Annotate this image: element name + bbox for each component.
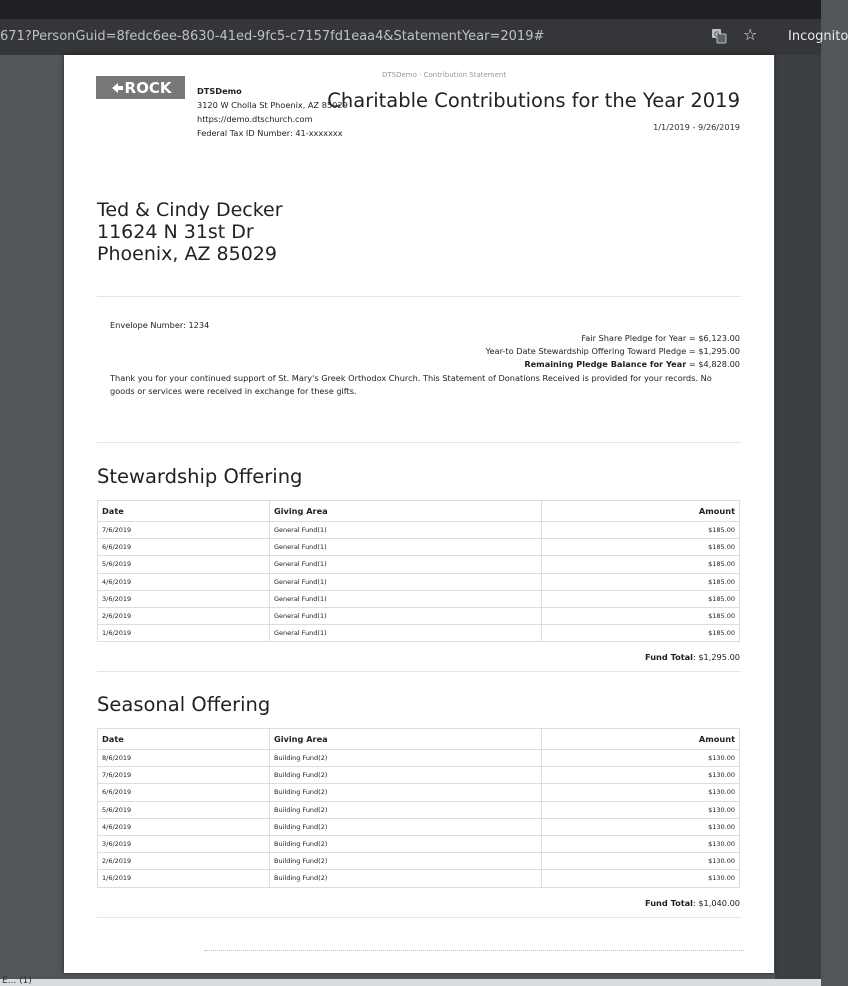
column-header-giving-area: Giving Area bbox=[270, 729, 542, 750]
cell-giving-area: Building Fund(2) bbox=[270, 801, 542, 818]
ytd-pledge: Year-to Date Stewardship Offering Toward Pledge = $1,295.00 bbox=[485, 346, 740, 356]
cell-amount: $130.00 bbox=[542, 750, 740, 767]
download-bar-text: E... (1) bbox=[2, 976, 32, 986]
divider bbox=[97, 917, 741, 918]
cell-amount: $130.00 bbox=[542, 784, 740, 801]
org-tax-id: Federal Tax ID Number: 41-xxxxxxx bbox=[197, 128, 343, 138]
svg-text:G: G bbox=[714, 30, 720, 39]
browser-tab-strip bbox=[0, 0, 821, 19]
table-row bbox=[98, 853, 740, 870]
rock-logo bbox=[96, 76, 185, 99]
envelope-number: Envelope Number: 1234 bbox=[110, 320, 210, 330]
remaining-pledge-value: = $4,828.00 bbox=[686, 359, 740, 369]
cell-giving-area: General Fund(1) bbox=[270, 573, 542, 590]
cell-date: 2/6/2019 bbox=[98, 607, 270, 624]
column-header-giving-area: Giving Area bbox=[270, 501, 542, 522]
cell-amount: $185.00 bbox=[542, 607, 740, 624]
cell-date: 7/6/2019 bbox=[98, 522, 270, 539]
cell-amount: $130.00 bbox=[542, 870, 740, 887]
pledge-summary bbox=[486, 332, 740, 371]
thank-you-note: Thank you for your continued support of St. Mary's Greek Orthodox Church. This Statement of Donations Received is provided for your records. No goods or services were received in exchange for these gifts. bbox=[110, 373, 712, 396]
translate-icon[interactable] bbox=[711, 28, 727, 44]
fund-title: Stewardship Offering bbox=[97, 465, 303, 488]
table-row bbox=[98, 818, 740, 835]
fund-total-label: Fund Total bbox=[645, 652, 693, 662]
cell-date: 5/6/2019 bbox=[98, 556, 270, 573]
cell-giving-area: General Fund(1) bbox=[270, 607, 542, 624]
table-header-row bbox=[98, 501, 740, 522]
logo-text: ROCK bbox=[124, 78, 172, 97]
fund-total-value: : $1,295.00 bbox=[692, 652, 740, 662]
cell-giving-area: General Fund(1) bbox=[270, 539, 542, 556]
cell-amount: $185.00 bbox=[542, 522, 740, 539]
fair-share-pledge: Fair Share Pledge for Year = $6,123.00 bbox=[581, 333, 740, 343]
bookmark-star-icon[interactable]: ☆ bbox=[743, 25, 758, 44]
table-row bbox=[98, 607, 740, 624]
stewardship-table bbox=[97, 500, 740, 642]
header-strip: DTSDemo · Contribution Statement bbox=[382, 71, 507, 79]
recipient-street: 11624 N 31st Dr bbox=[97, 221, 254, 243]
table-row bbox=[98, 522, 740, 539]
column-header-date: Date bbox=[98, 729, 270, 750]
table-row bbox=[98, 625, 740, 642]
cell-giving-area: Building Fund(2) bbox=[270, 784, 542, 801]
cell-amount: $185.00 bbox=[542, 590, 740, 607]
org-info bbox=[197, 84, 348, 140]
cell-amount: $130.00 bbox=[542, 853, 740, 870]
logo-arrow-icon bbox=[110, 81, 124, 95]
table-row bbox=[98, 835, 740, 852]
viewer-background bbox=[775, 55, 821, 986]
page-footer-faint bbox=[204, 950, 744, 952]
url-text[interactable]: 671?PersonGuid=8fedc6ee-8630-41ed-9fc5-c7157fd1eaa4&StatementYear=2019# bbox=[0, 29, 545, 44]
table-row bbox=[98, 767, 740, 784]
column-header-amount: Amount bbox=[542, 501, 740, 522]
cell-giving-area: Building Fund(2) bbox=[270, 767, 542, 784]
cell-amount: $130.00 bbox=[542, 767, 740, 784]
cell-giving-area: Building Fund(2) bbox=[270, 835, 542, 852]
cell-date: 6/6/2019 bbox=[98, 784, 270, 801]
statement-title: Charitable Contributions for the Year 2019 bbox=[327, 89, 740, 112]
statement-page bbox=[64, 55, 774, 973]
cell-date: 1/6/2019 bbox=[98, 625, 270, 642]
cell-date: 2/6/2019 bbox=[98, 853, 270, 870]
table-row bbox=[98, 784, 740, 801]
table-row bbox=[98, 801, 740, 818]
remaining-pledge-label: Remaining Pledge Balance for Year bbox=[524, 359, 687, 369]
cell-date: 3/6/2019 bbox=[98, 590, 270, 607]
cell-date: 7/6/2019 bbox=[98, 767, 270, 784]
cell-giving-area: General Fund(1) bbox=[270, 625, 542, 642]
table-row bbox=[98, 556, 740, 573]
table-row bbox=[98, 870, 740, 887]
cell-date: 8/6/2019 bbox=[98, 750, 270, 767]
remaining-pledge bbox=[486, 358, 740, 371]
table-row bbox=[98, 573, 740, 590]
incognito-label[interactable]: Incognito bbox=[788, 29, 848, 44]
cell-giving-area: Building Fund(2) bbox=[270, 818, 542, 835]
statement-date-range: 1/1/2019 - 9/26/2019 bbox=[653, 122, 740, 132]
table-header-row bbox=[98, 729, 740, 750]
fund-total-value: : $1,040.00 bbox=[692, 898, 740, 908]
org-name: DTSDemo bbox=[197, 86, 242, 96]
table-row bbox=[98, 539, 740, 556]
download-bar bbox=[0, 976, 821, 986]
cell-giving-area: Building Fund(2) bbox=[270, 870, 542, 887]
divider bbox=[97, 442, 741, 443]
recipient-name: Ted & Cindy Decker bbox=[97, 199, 283, 221]
cell-date: 5/6/2019 bbox=[98, 801, 270, 818]
cell-giving-area: General Fund(1) bbox=[270, 522, 542, 539]
cell-amount: $130.00 bbox=[542, 801, 740, 818]
column-header-date: Date bbox=[98, 501, 270, 522]
divider bbox=[97, 296, 741, 297]
fund-total bbox=[645, 898, 740, 908]
recipient-city: Phoenix, AZ 85029 bbox=[97, 243, 277, 265]
fund-total bbox=[645, 652, 740, 662]
cell-date: 4/6/2019 bbox=[98, 818, 270, 835]
cell-giving-area: General Fund(1) bbox=[270, 590, 542, 607]
cell-giving-area: Building Fund(2) bbox=[270, 853, 542, 870]
cell-amount: $185.00 bbox=[542, 573, 740, 590]
address-bar[interactable] bbox=[0, 19, 848, 55]
table-row bbox=[98, 750, 740, 767]
cell-giving-area: Building Fund(2) bbox=[270, 750, 542, 767]
cell-amount: $185.00 bbox=[542, 556, 740, 573]
cell-amount: $130.00 bbox=[542, 818, 740, 835]
cell-date: 6/6/2019 bbox=[98, 539, 270, 556]
cell-date: 4/6/2019 bbox=[98, 573, 270, 590]
cell-amount: $185.00 bbox=[542, 539, 740, 556]
recipient-address bbox=[97, 199, 283, 265]
cell-date: 1/6/2019 bbox=[98, 870, 270, 887]
org-website: https://demo.dtschurch.com bbox=[197, 114, 313, 124]
cell-giving-area: General Fund(1) bbox=[270, 556, 542, 573]
fund-total-label: Fund Total bbox=[645, 898, 693, 908]
cell-date: 3/6/2019 bbox=[98, 835, 270, 852]
divider bbox=[97, 671, 741, 672]
seasonal-table bbox=[97, 728, 740, 888]
cell-amount: $130.00 bbox=[542, 835, 740, 852]
fund-title: Seasonal Offering bbox=[97, 693, 271, 716]
org-address: 3120 W Cholla St Phoenix, AZ 85029 bbox=[197, 100, 348, 110]
column-header-amount: Amount bbox=[542, 729, 740, 750]
cell-amount: $185.00 bbox=[542, 625, 740, 642]
table-row bbox=[98, 590, 740, 607]
